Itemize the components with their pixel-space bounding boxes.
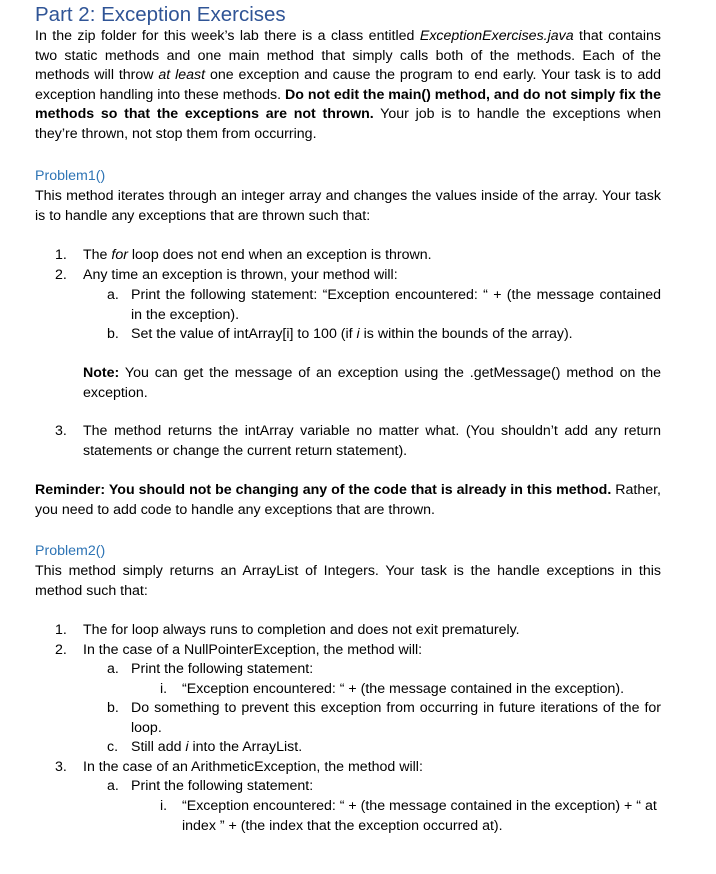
intro-filename: ExceptionExercises.java: [419, 28, 574, 44]
list-text: The for loop always runs to completion and does not exit prematurely.: [83, 622, 520, 638]
problem1-item-3: [55, 422, 661, 461]
problem2-heading: Problem2(): [35, 543, 106, 559]
list-text: “Exception encountered: “ + (the message contained in the exception) + “ at index ” + (the index that the exception occurred at).: [182, 798, 657, 834]
list-text: loop does not end when an exception is thrown.: [127, 247, 432, 263]
problem2-item-2a-i: [160, 680, 661, 700]
note-label: Note:: [83, 365, 120, 381]
list-text: The method returns the intArray variable no matter what. (You shouldn’t add any return statements or change the current return statement).: [83, 423, 661, 459]
list-emphasis: i: [356, 326, 360, 342]
list-roman: i.: [160, 798, 168, 814]
list-text: into the ArrayList.: [188, 739, 303, 755]
intro-text: one exception and cause the program to end early. Your task is to add exception handling into these methods.: [35, 67, 661, 103]
list-text: is within the bounds of the array).: [359, 326, 573, 342]
problem1-heading: Problem1(): [35, 168, 106, 184]
reminder-bold: Reminder: You should not be changing any of the code that is already in this method.: [35, 482, 612, 498]
list-text: In the case of an ArithmeticException, the method will:: [83, 759, 423, 775]
problem1-reminder: [35, 481, 661, 520]
list-text: The: [83, 247, 112, 263]
list-number: 1.: [55, 247, 67, 263]
list-number: 2.: [55, 267, 67, 283]
problem1-item-1: [55, 246, 661, 266]
problem2-item-1: [55, 621, 661, 641]
problem1-item-2b: [107, 325, 661, 345]
list-text: Print the following statement:: [131, 778, 314, 794]
list-emphasis: i: [185, 739, 189, 755]
list-text: Do something to prevent this exception from occurring in future iterations of the for loop.: [131, 700, 661, 736]
intro-emphasis: at least: [158, 67, 206, 84]
list-letter: c.: [107, 739, 119, 755]
intro-paragraph: [35, 27, 661, 145]
problem1-description: This method iterates through an integer array and changes the values inside of the array. Your task is to handle any exceptions that are thrown such that:: [35, 188, 661, 224]
list-letter: a.: [107, 661, 119, 677]
problem1-item-2: [55, 266, 661, 286]
intro-bold-warning: Do not edit the main() method, and do not simply fix the methods so that the exceptions are not thrown.: [35, 86, 661, 123]
problem2-item-3a-i: [160, 797, 661, 836]
problem2-item-2b: [107, 699, 661, 738]
list-letter: a.: [107, 287, 119, 303]
intro-text: that contains two static methods and one main method that simply calls both of the methods. Each of the methods will throw: [35, 28, 661, 84]
list-number: 3.: [55, 759, 67, 775]
list-number: 1.: [55, 622, 67, 638]
section-title: Part 2: Exception Exercises: [35, 3, 286, 26]
list-roman: i.: [160, 681, 168, 697]
list-number: 2.: [55, 642, 67, 658]
list-text: “Exception encountered: “ + (the message contained in the exception).: [182, 681, 625, 697]
problem2-description: This method simply returns an ArrayList of Integers. Your task is the handle exceptions in this method such that:: [35, 563, 661, 599]
problem1-note: [83, 364, 661, 403]
reminder-text: Rather, you need to add code to handle any exceptions that are thrown.: [35, 482, 662, 518]
list-number: 3.: [55, 423, 67, 439]
list-letter: b.: [107, 700, 119, 716]
problem2-item-2: [55, 641, 661, 661]
list-text: Any time an exception is thrown, your method will:: [83, 267, 398, 283]
problem2-item-2a: [107, 660, 661, 680]
list-text: In the case of a NullPointerException, the method will:: [83, 642, 423, 658]
list-emphasis: for: [111, 247, 128, 263]
problem2-item-3: [55, 758, 661, 778]
list-text: Set the value of intArray[i] to 100 (if: [131, 326, 357, 342]
list-text: Still add: [131, 739, 186, 755]
problem2-item-2c: [107, 738, 661, 758]
list-letter: b.: [107, 326, 119, 342]
note-text: You can get the message of an exception using the .getMessage() method on the exception.: [83, 365, 661, 401]
intro-text: Your job is to handle the exceptions when they’re thrown, not stop them from occurring.: [35, 106, 661, 142]
list-letter: a.: [107, 778, 119, 794]
intro-text: In the zip folder for this week’s lab there is a class entitled: [35, 28, 420, 44]
problem1-item-2a: [107, 286, 661, 325]
problem2-item-3a: [107, 777, 661, 797]
list-text: Print the following statement: “Exception encountered: “ + (the message contained in the exception).: [131, 287, 661, 323]
list-text: Print the following statement:: [131, 661, 314, 677]
